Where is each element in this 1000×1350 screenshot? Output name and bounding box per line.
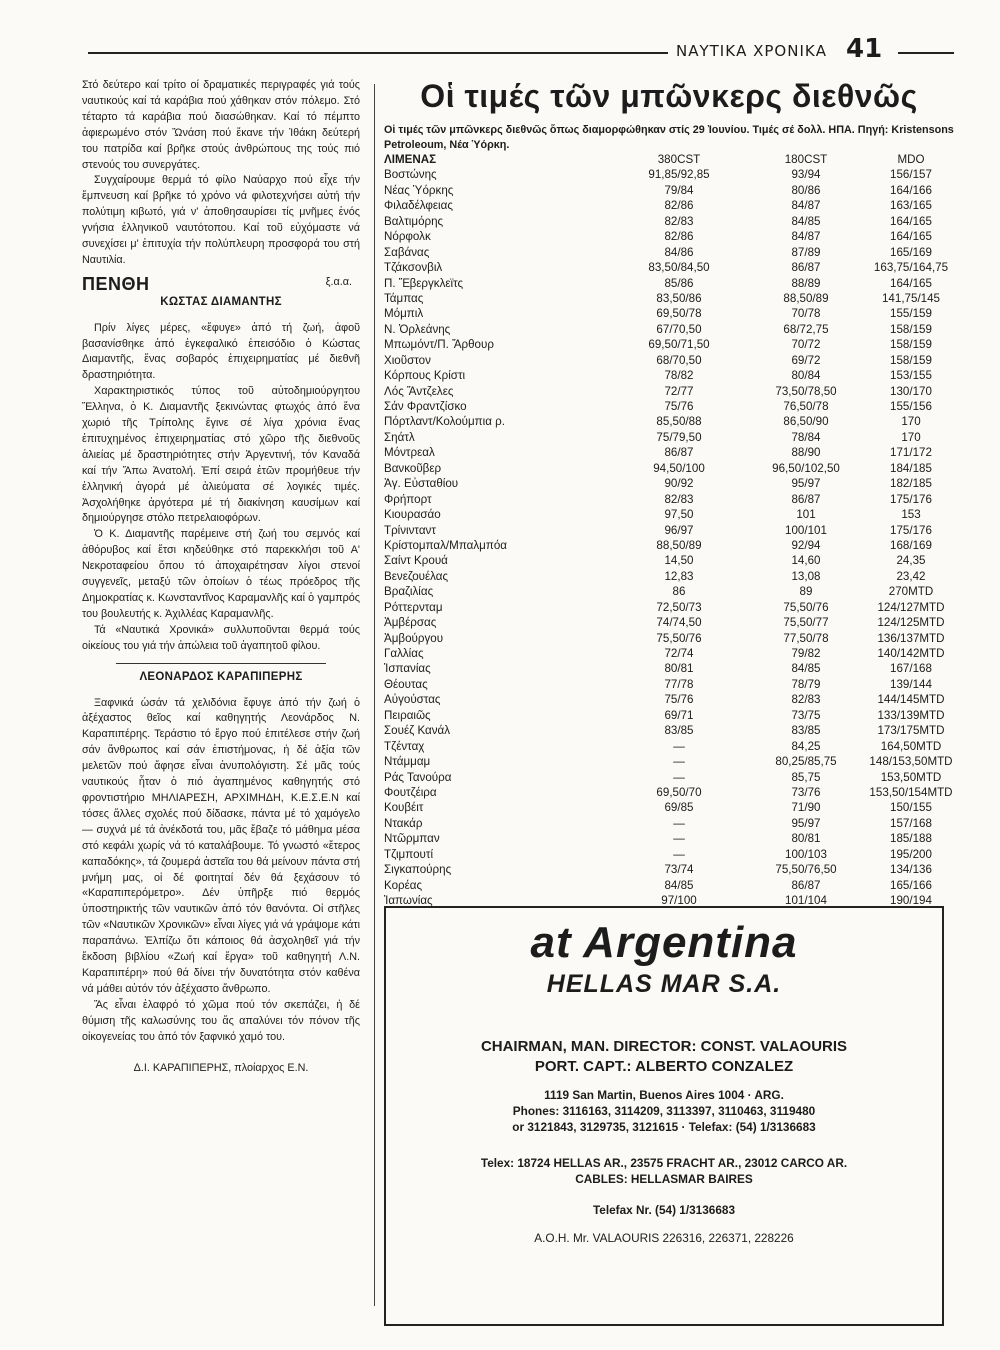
bunker-table-intro: Οἱ τιμές τῶν μπῶνκερς διεθνῶς ὅπως διαμορφώθηκαν στίς 29 Ἰουνίου. Τιμές σέ δολλ. ΗΠΑ. Πηγή: Kristensons Petroleoum, Νέα Ὑόρκη. [384,124,954,151]
price-cell: 88,50/89 [783,291,829,305]
port-name-cell: Ἀμβέρσας [384,616,437,630]
port-name-cell: Κρίστομπαλ/Μπαλμπόα [384,538,507,552]
price-cell: 164/165 [890,214,932,228]
table-row [384,291,954,306]
price-cell: 72,50/73 [656,600,702,614]
port-name-cell: Σουέζ Κανάλ [384,724,451,738]
price-cell: 93/94 [791,168,821,182]
price-cell: 69,50/71,50 [648,338,710,352]
bunker-table-title: Οἱ τιμές τῶν μπῶνκερς διεθνῶς [420,78,918,114]
table-row [384,183,954,198]
port-name-cell: Βανκοῦβερ [384,461,442,475]
port-name-cell: Φιλαδέλφειας [384,199,453,213]
table-row [384,831,954,846]
table-row [384,770,954,785]
table-row [384,862,954,877]
price-cell: 78/84 [791,430,821,444]
price-cell: 85/86 [664,276,694,290]
price-cell: 68/72,75 [783,322,829,336]
table-row [384,507,954,522]
table-row [384,445,954,460]
price-cell: 141,75/145 [881,291,941,305]
ad-roles [386,1037,942,1077]
price-cell: 69/71 [664,708,694,722]
price-cell: 101 [796,508,816,522]
price-cell: 69,50/70 [656,785,702,799]
port-name-cell: Ἰαπωνίας [384,894,433,907]
table-row [384,399,954,414]
port-name-cell: Ρόττερνταμ [384,600,443,614]
price-cell: — [673,770,685,784]
price-cell: 163,75/164,75 [873,261,949,275]
price-cell: 96,50/102,50 [772,461,840,475]
port-name-cell: Σαίντ Κρουά [384,554,448,568]
price-cell: 84/85 [664,878,694,892]
price-cell: 153/155 [890,369,932,383]
port-name-cell: Φουτζέιρα [384,785,437,799]
table-row [384,584,954,599]
price-cell: — [673,832,685,846]
port-name-cell: Γαλλίας [384,647,424,660]
port-name-cell: Θέουτας [384,677,428,691]
table-row [384,847,954,862]
price-cell: 270MTD [888,585,934,599]
column-header: MDO [897,153,925,166]
price-cell: 82/83 [791,693,821,707]
price-cell: 140/142MTD [877,647,945,660]
price-cell: 75,50/76 [656,631,702,645]
price-cell: 100/103 [785,847,827,861]
price-cell: 14,60 [791,554,821,568]
port-name-cell: Χιοῦστον [384,353,431,367]
price-cell: 100/101 [785,523,827,537]
table-row [384,523,954,538]
price-cell: 130/170 [890,384,932,398]
price-cell: 133/139MTD [877,708,945,722]
price-cell: 153,50/154MTD [869,785,953,799]
price-cell: 70/78 [791,307,821,321]
price-cell: 97,50 [664,508,694,522]
price-cell: 79/84 [664,183,694,197]
price-cell: 68/70,50 [656,353,702,367]
price-cell: 14,50 [664,554,694,568]
table-row [384,353,954,368]
magazine-title: ΝΑΥΤΙΚΑ ΧΡΟΝΙΚΑ [676,42,827,60]
port-name-cell: Μόντρεαλ [384,446,435,460]
table-row [384,878,954,893]
table-row [384,214,954,229]
port-name-cell: Βραζιλίας [384,585,434,599]
price-cell: 70/72 [791,338,821,352]
price-cell: 84/87 [791,230,821,244]
obituary-1-paragraph: Ὁ Κ. Διαμαντῆς παρέμεινε στή ζωή του σεμνός καί ἀθόρυβος καί ἔτσι κηδεύθηκε στό παρεκκλήσι τοῦ Α' Νεκροταφείου ὅπου τό ἀποχαιρέτησαν λίγοι στενοί συγγενεῖς, μεταξύ τῶν ὁποίων ὁ τέως πρόεδρος τῆς Δημοκρατίας κ. Κωνσταντῖνος Καραμανλῆς καί ὁ γαμπρός του βουλευτής κ. Ἀχιλλέας Καραμανλῆς. [82,528,360,620]
price-cell: 90/92 [664,477,694,491]
port-name-cell: Νόρφολκ [384,230,431,244]
table-row [384,692,954,707]
price-cell: 182/185 [890,477,932,491]
price-cell: 170 [901,430,921,444]
table-row [384,198,954,213]
port-name-cell: Ράς Τανούρα [384,770,452,784]
price-cell: 69/72 [791,353,821,367]
table-row [384,476,954,491]
table-row [384,167,954,182]
price-cell: 88/90 [791,446,821,460]
price-cell: 69/85 [664,801,694,815]
ad-address: 1119 San Martin, Buenos Aires 1004 · ARG. [544,1088,784,1102]
price-cell: 163/165 [890,199,932,213]
table-row [384,677,954,692]
port-name-cell: Μόμπιλ [384,307,424,321]
table-row [384,600,954,615]
price-cell: 85,75 [791,770,821,784]
table-row [384,615,954,630]
port-name-cell: Ν. Ὀρλεάνης [384,322,451,336]
price-cell: 190/194 [890,894,932,907]
price-cell: 76,50/78 [783,400,829,413]
price-cell: 94,50/100 [653,461,705,475]
port-name-cell: Κόρπους Κρίστι [384,369,466,383]
price-cell: 171/172 [890,446,932,460]
price-cell: 84/87 [791,199,821,213]
intro-signature: ξ.α.α. [325,275,352,288]
table-row [384,816,954,831]
table-row [384,260,954,275]
obituary-2-name: ΛΕΟΝΑΡΔΟΣ ΚΑΡΑΠΙΠΕΡΗΣ [139,670,303,683]
table-row [384,553,954,568]
price-cell: 85,50/88 [656,415,702,429]
obituary-2-paragraph: Ἄς εἶναι ἐλαφρό τό χῶμα πού τόν σκεπάζει, ἡ δέ θύμιση τῆς καλωσύνης του ἄς απαλύνει τόν πόνον τῆς οἰκογενείας του ἀπό τόν ξαφνικό χαμό του. [82,998,360,1043]
price-cell: 24,35 [896,554,926,568]
table-row [384,461,954,476]
port-name-cell: Ντακάρ [384,816,423,830]
price-cell: 72/74 [664,647,694,660]
price-cell: 82/86 [664,230,694,244]
obituary-1-paragraph: Χαρακτηριστικός τύπος τοῦ αὐτοδημιούργητου Ἕλληνα, ὁ Κ. Διαμαντῆς ξεκινώντας φτωχός ἀπό ἕνα χωριό τῆς Τρίπολης ἔγινε σέ λίγα χρόνια ἕνας ἐπιτυχημένος ἐπιχειρηματίας στό χῶρο τῆς διεθνοῦς ἁλιείας μέ δραστηριότητες στήν Ἀργεντινή, τόν Καναδά καί τήν Ἄπω Ἀνατολή. Ἐπί σειρά ἐτῶν προμήθευε τήν ἑλληνική ἀγορά μέ ἀλιεύματα σέ λογικές τιμές. Ἀσχολήθηκε ἀργότερα μέ τή διακίνηση καυσίμων καί δημιούργησε στόλο πετρελαιοφόρων. [82,385,360,525]
price-cell: 184/185 [890,461,932,475]
port-name-cell: Ντῶρμπαν [384,832,440,846]
price-cell: 86/87 [791,878,821,892]
table-row [384,229,954,244]
price-cell: 83,50/84,50 [648,261,710,275]
port-name-cell: Τζένταχ [384,739,425,753]
price-cell: 86 [672,585,686,599]
page-number: 41 [846,34,883,64]
price-cell: 86,50/90 [783,415,829,429]
price-cell: 158/159 [890,353,932,367]
price-cell: 164/165 [890,230,932,244]
price-cell: 175/176 [890,492,932,506]
price-cell: 86/87 [791,261,821,275]
price-cell: 155/156 [890,400,932,413]
column-divider [374,84,375,1306]
port-name-cell: Λός Ἄντζελες [384,384,454,398]
port-name-cell: Σηάτλ [384,430,415,444]
price-cell: 77,50/78 [783,631,829,645]
table-row [384,723,954,738]
table-row [384,430,954,445]
port-name-cell: Σάν Φραντζίσκο [384,400,467,413]
price-cell: 12,83 [664,569,694,583]
price-cell: 150/155 [890,801,932,815]
price-cell: — [673,755,685,769]
price-cell: 75/76 [664,693,694,707]
ad-port-captain: PORT. CAPT.: ALBERTO CONZALEZ [534,1058,794,1075]
header-rule-right [898,52,954,54]
price-cell: — [673,847,685,861]
price-cell: 72/77 [664,384,694,398]
table-row [384,661,954,676]
price-cell: 75,50/76,50 [775,863,837,877]
header-rule-left [88,52,668,54]
price-cell: 95/97 [791,477,821,491]
column-header: 180CST [784,153,828,166]
table-row [384,800,954,815]
port-name-cell: Μπωμόντ/Π. Ἄρθουρ [384,338,494,352]
table-row [384,322,954,337]
port-name-cell: Τζάκσονβιλ [384,261,443,275]
table-row [384,739,954,754]
price-cell: — [673,816,685,830]
price-cell: 173/175MTD [877,724,945,738]
price-cell: 80/81 [791,832,821,846]
price-cell: 75,50/76 [783,600,829,614]
ad-phones: Phones: 3116163, 3114209, 3113397, 3110463, 3119480 [512,1104,816,1118]
price-cell: 73/74 [664,863,694,877]
port-name-cell: Βοστώνης [384,168,437,182]
table-body [384,167,954,908]
price-cell: 86/87 [664,446,694,460]
price-cell: 80/81 [664,662,694,676]
price-cell: 124/125MTD [877,616,945,630]
port-name-cell: Κιουρασάο [384,508,441,522]
price-cell: 80,25/85,75 [775,755,837,769]
price-cell: 83/85 [664,724,694,738]
price-cell: 88,50/89 [656,538,702,552]
price-cell: 84,25 [791,739,821,753]
price-cell: 84/85 [791,662,821,676]
table-row [384,245,954,260]
port-name-cell: Ἀμβούργου [384,631,444,645]
port-name-cell: Τρίνινταντ [384,523,436,537]
price-cell: 79/82 [791,647,821,660]
price-cell: 158/159 [890,338,932,352]
port-name-cell: Σιγκαπούρης [384,863,452,877]
price-cell: 75/79,50 [656,430,702,444]
price-cell: 87/89 [791,245,821,259]
price-cell: 84/86 [664,245,694,259]
price-cell: 195/200 [890,847,932,861]
price-cell: 75/76 [664,400,694,413]
port-name-cell: Κουβέιτ [384,801,424,815]
port-name-cell: Ἰσπανίας [384,662,431,676]
price-cell: 83,50/86 [656,291,702,305]
ad-chairman: CHAIRMAN, MAN. DIRECTOR: CONST. VALAOURIS [480,1038,848,1055]
price-cell: 185/188 [890,832,932,846]
price-cell: 96/97 [664,523,694,537]
obituary-2-paragraph: Ξαφνικά ὡσάν τά χελιδόνια ἔφυγε ἀπό τήν ζωή ὁ ἀξέχαστος θεῖος καί καθηγητής Λεονάρδος Ν. Καραπιπέρης. Τεράστιο τό ἔργο πού ἐπιτέλεσε στήν ζωή σάν ἄνθρωπος καί σάν ἐπιστήμονας, ἡ δέ ἀξία τῶν μελετῶν πού ἄφησε εἶναι ἀνυπολόγιστη. Σέ μᾶς τούς ναυτικούς ἦταν ὁ πιό ἀγαπημένος καθηγητής στό φροντιστήριο ΜΗΛΙΑΡΕΣΗ, ΑΡΧΙΜΗΔΗ, Κ.Ε.Σ.Ε.Ν καί τόσες ἄλλες σχολές πού δίδασκε, πάντα μέ τό χαμόγελο — συχνά μέ τά ἀνέκδοτά του, μᾶς ἔβαζε τό μάθημα μέσα στό κεφάλι χωρίς νά τό καταλάβουμε. Τό γνωστό «ἕτερος καπαδόκης», τά ζουμερά ἀστεῖα του θά μείνουν πάντα στή μνήμη μας, οἱ δέ φοιτηταί δέν θά ξεχάσουν τό «Καραπιπερόμετρο». Δέν ὑπῆρξε πιό θερμός ὑποστηρικτής τῶν ναυτικῶν ἀπό τόν θανόντα. Οἱ στῆλες τῶν «Ναυτικῶν Χρονικῶν» εἶναι λίγες γιά νά γράψομε κάτι παραπάνω. Ἐλπίζω ὅτι κάποιος θά ἀσχοληθεῖ γιά τήν ἔκδοση βιβλίου «Ζωή καί ἔργα» τοῦ καθηγητή Λ.Ν. Καραπιπέρη» πού θά δίνει τήν δυνατότητα στόν καθένα νά μάθει αὐτόν τόν ἀξέχαστο ἄνθρωπο. [82,696,360,995]
port-name-cell: Βενεζουέλας [384,569,449,583]
column-header: 380CST [657,153,701,166]
port-name-cell: Νέας Ὑόρκης [384,183,454,197]
ad-contact [386,1087,942,1135]
price-cell: 84/85 [791,214,821,228]
price-cell: 148/153,50MTD [869,755,953,769]
price-cell: 95/97 [791,816,821,830]
price-cell: 78/82 [664,369,694,383]
price-cell: 86/87 [791,492,821,506]
price-cell: 82/83 [664,492,694,506]
price-cell: 13,08 [791,569,821,583]
table-row [384,785,954,800]
price-cell: 73,50/78,50 [775,384,837,398]
price-cell: 175/176 [890,523,932,537]
table-row [384,538,954,553]
port-name-cell: Πόρτλαντ/Κολούμπια ρ. [384,415,505,429]
price-cell: 164/165 [890,276,932,290]
left-column [82,78,360,1077]
separator-rule [116,663,326,664]
ad-title: at Argentina [530,918,798,967]
ad-cables: CABLES: HELLASMAR BAIRES [575,1172,753,1186]
ad-aoh: Α.Ο.Η. Mr. VALAOURIS 226316, 226371, 228226 [534,1231,794,1245]
price-cell: 155/159 [890,307,932,321]
price-cell: 134/136 [890,863,932,877]
price-cell: 124/127MTD [877,600,945,614]
price-cell: 168/169 [890,538,932,552]
price-cell: — [673,739,685,753]
port-name-cell: Ἀγ. Εὐσταθίου [384,477,459,491]
table-row [384,631,954,646]
table-row [384,306,954,321]
ad-telefax: Telefax Nr. (54) 1/3136683 [592,1203,736,1217]
price-cell: 101/104 [785,894,827,907]
column-header: ΛΙΜΕΝΑΣ [384,153,437,166]
price-cell: 82/86 [664,199,694,213]
obituary-2-signature: Δ.Ι. ΚΑΡΑΠΙΠΕΡΗΣ, πλοίαρχος Ε.Ν. [133,1062,309,1075]
port-name-cell: Τάμπας [384,291,424,305]
price-cell: 88/89 [791,276,821,290]
ad-phones-telefax: or 3121843, 3129735, 3121615 · Telefax: (54) 1/3136683 [512,1120,816,1134]
section-title: ΠΕΝΘΗ [82,273,150,294]
price-cell: 91,85/92,85 [648,168,710,182]
price-cell: 78/79 [791,677,821,691]
price-cell: 73/76 [791,785,821,799]
price-cell: 92/94 [791,538,821,552]
table-row [384,492,954,507]
price-cell: 139/144 [890,677,932,691]
price-cell: 89 [799,585,813,599]
price-cell: 167/168 [890,662,932,676]
price-cell: 156/157 [890,168,932,182]
ad-telex: Telex: 18724 HELLAS AR., 23575 FRACHT AR., 23012 CARCO AR. [480,1156,848,1170]
price-cell: 144/145MTD [877,693,945,707]
advertisement [384,906,944,1326]
price-cell: 170 [901,415,921,429]
price-cell: 69,50/78 [656,307,702,321]
bunker-price-table [384,152,954,908]
price-cell: 97/100 [661,894,697,907]
price-cell: 71/90 [791,801,821,815]
port-name-cell: Σαβάνας [384,245,430,259]
table-row [384,337,954,352]
price-cell: 74/74,50 [656,616,702,630]
table-row [384,708,954,723]
price-cell: 73/75 [791,708,821,722]
price-cell: 80/84 [791,369,821,383]
price-cell: 165/169 [890,245,932,259]
price-cell: 75,50/77 [783,616,829,630]
port-name-cell: Πειραιῶς [384,708,431,722]
intro-paragraph-2: Συγχαίρουμε θερμά τό φίλο Ναύαρχο πού εἶχε τήν ἔμπνευση καί βρῆκε τό χρόνο νά φιλοτεχνήσει αὐτή τήν πολύτιμη κιβωτό, γιά ν' ἀποθησαυρίσει τίς μνῆμες ἑνός γνήσια ἑλληνικοῦ ναυτότοπου. Καί τοῦ εὐχόμαστε νά συνεχίσει μ' ἐπιτυχία τήν πολύπλευρη προσφορά του στή Ναυτιλία. [82,174,360,266]
price-cell: 67/70,50 [656,322,702,336]
table-row [384,754,954,769]
port-name-cell: Φρήπορτ [384,492,432,506]
table-header-row [384,152,954,167]
price-cell: 164,50MTD [880,739,942,753]
table-row [384,368,954,383]
price-cell: 153 [901,508,921,522]
obituary-1-paragraph: Τά «Ναυτικά Χρονικά» συλλυποῦνται θερμά τούς οἰκείους του γιά τήν ἀπώλεια τοῦ ἀγαπητοῦ φίλου. [82,623,360,652]
obituary-1-paragraph: Πρίν λίγες μέρες, «ἔφυγε» ἀπό τή ζωή, ἀφοῦ βασανίσθηκε ἀπό ἐγκεφαλικό ἐπεισόδιο ὁ Κώστας Διαμαντῆς, ἕνας σοβαρός ἐπιχειρηματίας μέ διεθνῆ δραστηριότητα. [82,321,360,382]
price-cell: 136/137MTD [877,631,945,645]
port-name-cell: Τζιμπουτί [384,847,434,861]
port-name-cell: Βαλτιμόρης [384,214,444,228]
port-name-cell: Π. Ἔβεργκλεϊτς [384,276,464,290]
price-cell: 23,42 [896,569,926,583]
table-row [384,569,954,584]
table-row [384,646,954,661]
price-cell: 77/78 [664,677,694,691]
price-cell: 164/166 [890,183,932,197]
port-name-cell: Ντάμμαμ [384,755,431,769]
price-cell: 80/86 [791,183,821,197]
price-cell: 153,50MTD [880,770,942,784]
obituary-1-name: ΚΩΣΤΑΣ ΔΙΑΜΑΝΤΗΣ [160,295,282,308]
table-row [384,414,954,429]
price-cell: 158/159 [890,322,932,336]
price-cell: 165/166 [890,878,932,892]
price-cell: 82/83 [664,214,694,228]
intro-paragraph-1: Στό δεύτερο καί τρίτο οί δραματικές περιγραφές γιά τούς ναυτικούς καί τά καράβια πού χάθηκαν στόν πόλεμο. Στό τέταρτο τά καράβια πού διασώθηκαν. Καί τό πέμπτο ἀφιερωμένο στόν Ὤνάση πού ἔκανε τήν Ἰθάκη δεύτερή του πατρίδα καί βρῆκε στούς ἀνθρώπους της τούς πιό στενούς του συνεργάτες. [82,79,360,171]
port-name-cell: Αὐγούστας [384,693,441,707]
table-row [384,384,954,399]
ad-company: HELLAS MAR S.A. [546,970,782,998]
port-name-cell: Κορέας [384,878,423,892]
price-cell: 157/168 [890,816,932,830]
table-row [384,276,954,291]
ad-telex-block [386,1155,942,1187]
price-cell: 83/85 [791,724,821,738]
